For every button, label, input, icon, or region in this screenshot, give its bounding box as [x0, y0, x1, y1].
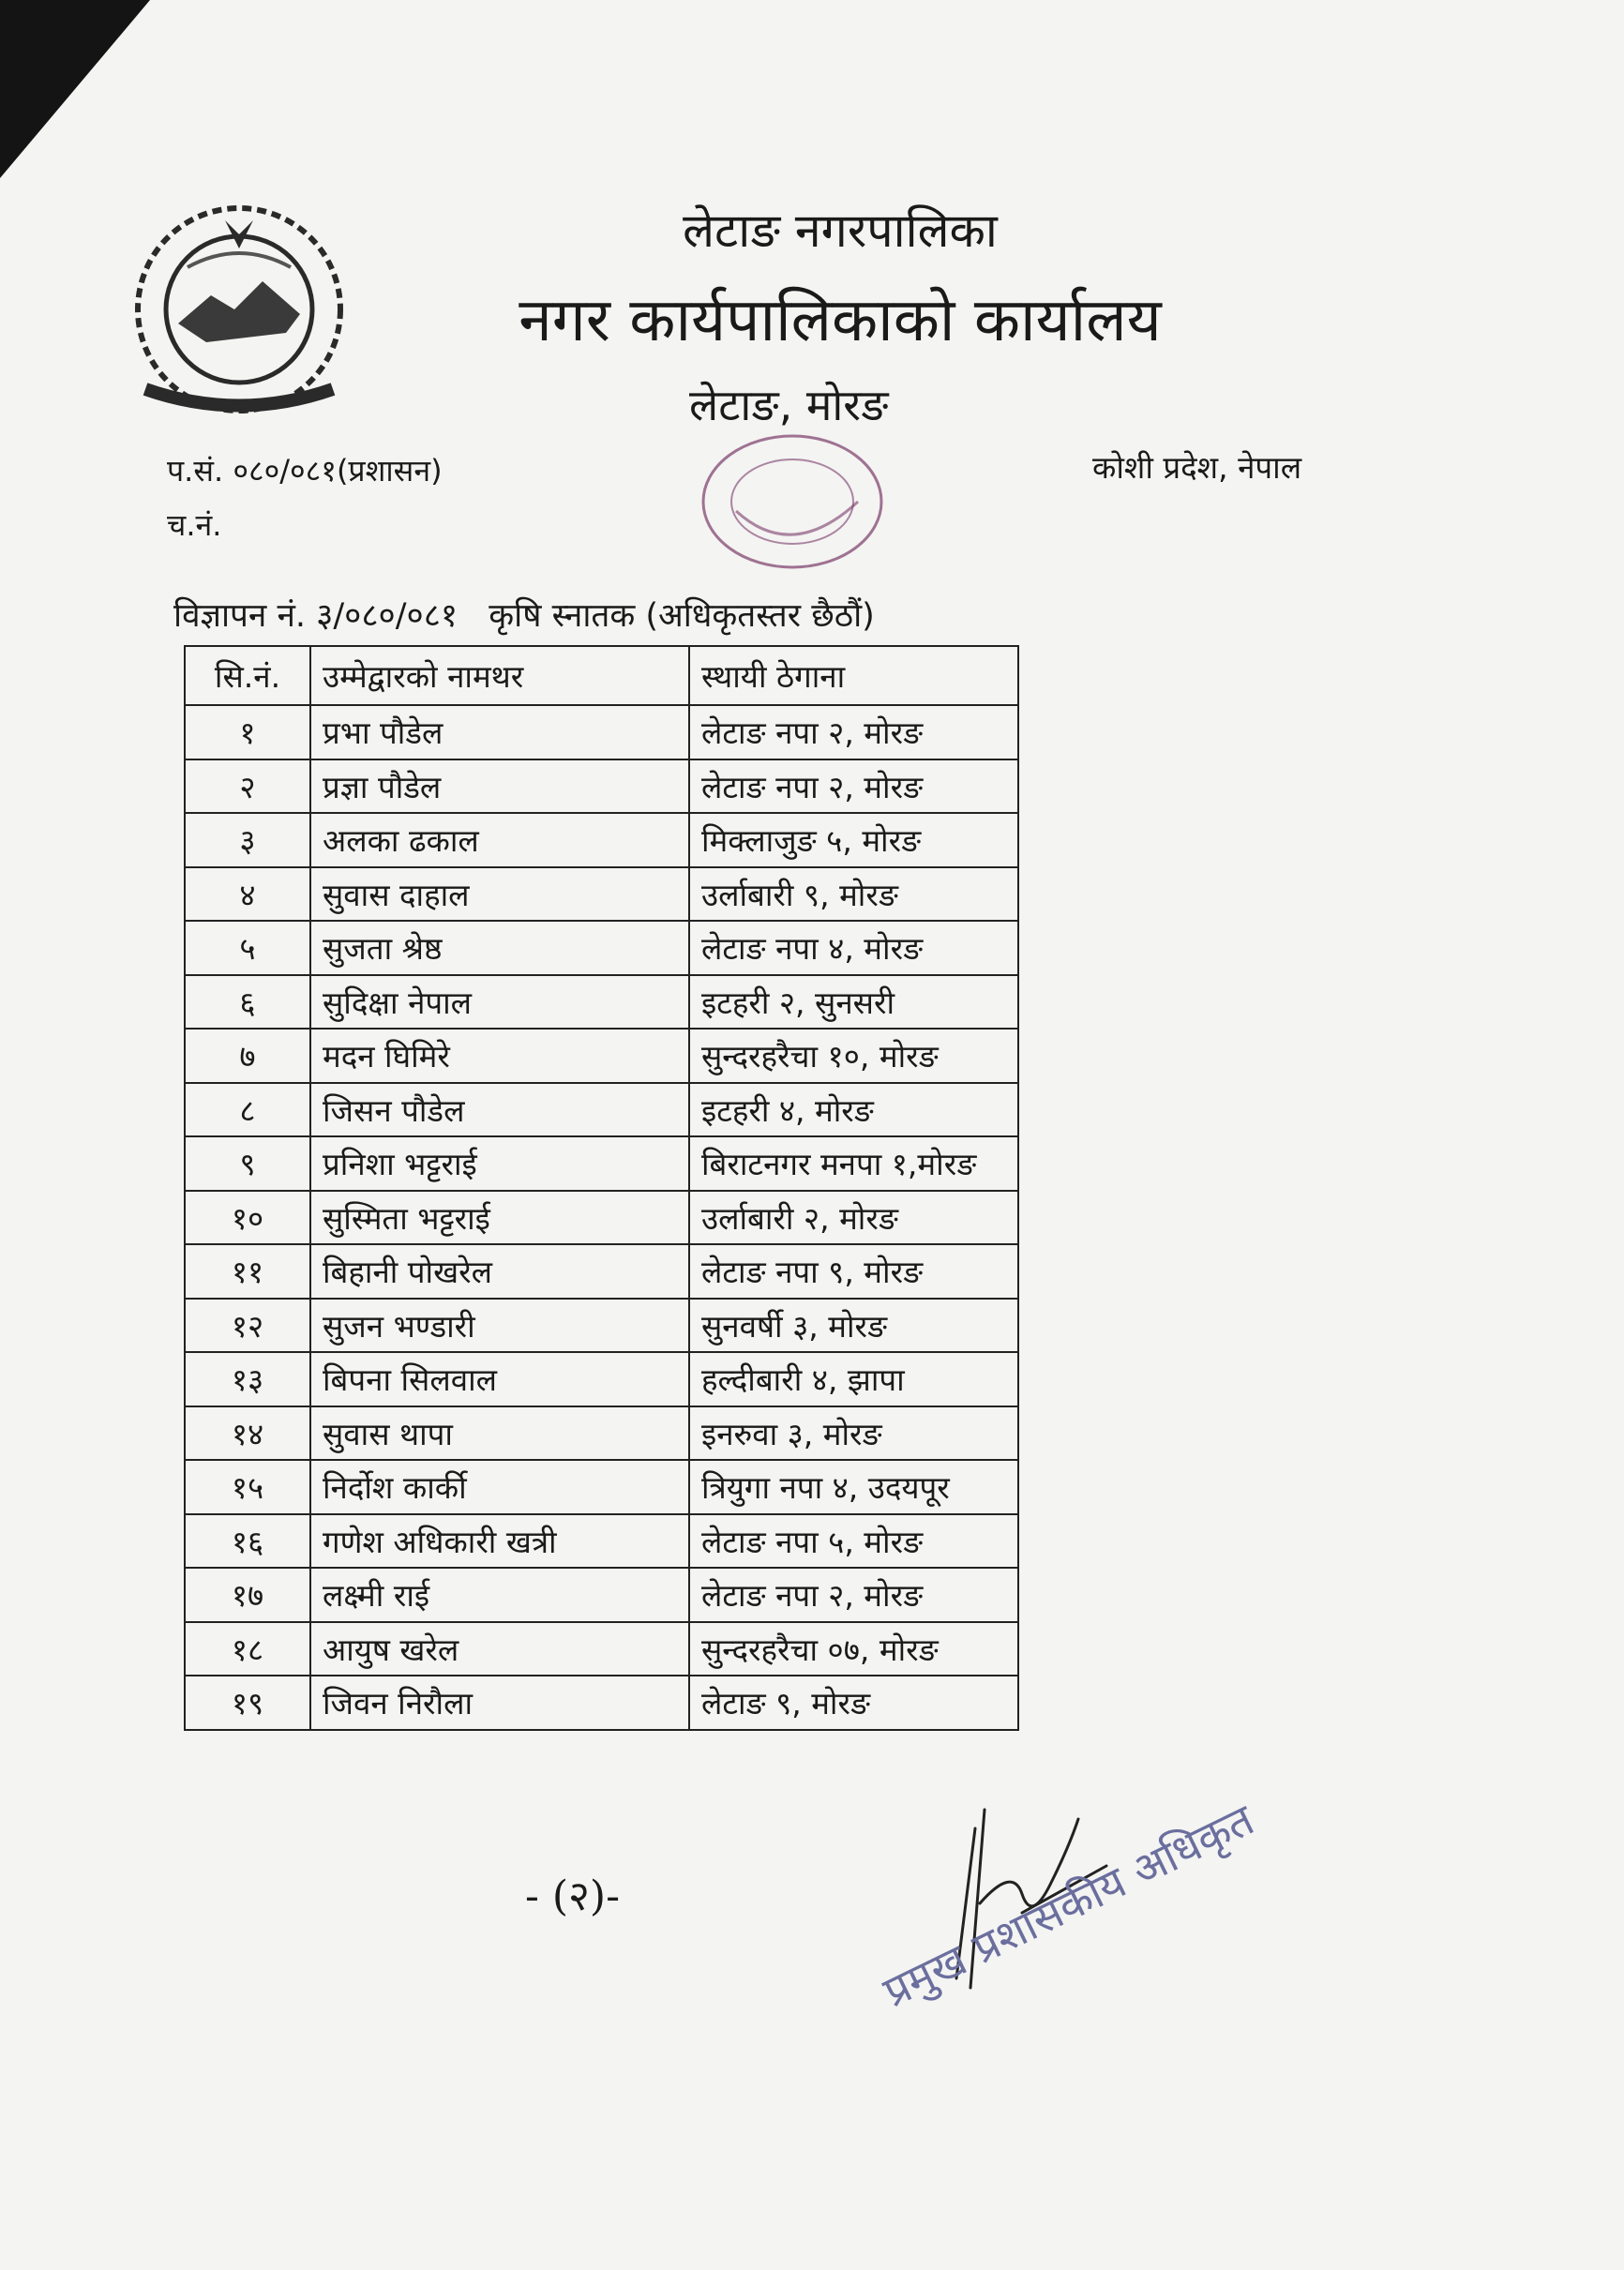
address-cell: मिक्लाजुङ ५, मोरङ — [689, 813, 1018, 867]
name-cell: सुजता श्रेष्ठ — [310, 921, 689, 975]
address-cell: सुन्दरहरैचा ०७, मोरङ — [689, 1622, 1018, 1676]
name-cell: प्रनिशा भट्टराई — [310, 1136, 689, 1191]
table-row — [185, 1622, 1018, 1676]
province-address: कोशी प्रदेश, नेपाल — [1092, 449, 1302, 486]
serial-cell: ६ — [185, 975, 310, 1030]
name-cell: प्रज्ञा पौडेल — [310, 759, 689, 814]
address-cell: हल्दीबारी ४, झापा — [689, 1352, 1018, 1406]
name-cell: प्रभा पौडेल — [310, 705, 689, 759]
table-row — [185, 1514, 1018, 1569]
table-row — [185, 921, 1018, 975]
table-row — [185, 1568, 1018, 1622]
serial-cell: १२ — [185, 1299, 310, 1353]
name-cell: निर्दोश कार्की — [310, 1460, 689, 1514]
table-row — [185, 1352, 1018, 1406]
name-cell: सुजन भण्डारी — [310, 1299, 689, 1353]
address-cell: इनरुवा ३, मोरङ — [689, 1406, 1018, 1461]
table-row — [185, 1029, 1018, 1083]
serial-cell: १० — [185, 1191, 310, 1245]
address-cell: त्रियुगा नपा ४, उदयपूर — [689, 1460, 1018, 1514]
table-row — [185, 1299, 1018, 1353]
position-title: कृषि स्नातक (अधिकृतस्तर छैठौं) — [489, 597, 875, 635]
name-cell: सुदिक्षा नेपाल — [310, 975, 689, 1030]
office-name: नगर कार्यपालिकाको कार्यालय — [519, 286, 1162, 355]
address-cell: लेटाङ नपा २, मोरङ — [689, 759, 1018, 814]
name-cell: लक्ष्मी राई — [310, 1568, 689, 1622]
table-row — [185, 1083, 1018, 1137]
serial-cell: १८ — [185, 1622, 310, 1676]
name-cell: सुवास दाहाल — [310, 867, 689, 922]
table-row — [185, 1136, 1018, 1191]
name-cell: जिसन पौडेल — [310, 1083, 689, 1137]
table-header-row — [185, 646, 1018, 705]
page-number-mark: - (२)- — [525, 1872, 620, 1920]
address-cell: लेटाङ नपा २, मोरङ — [689, 1568, 1018, 1622]
table-row — [185, 759, 1018, 814]
address-cell: सुन्दरहरैचा १०, मोरङ — [689, 1029, 1018, 1083]
serial-cell: ४ — [185, 867, 310, 922]
table-row — [185, 1191, 1018, 1245]
serial-cell: १ — [185, 705, 310, 759]
serial-cell: १६ — [185, 1514, 310, 1569]
candidate-table — [184, 645, 1019, 1731]
table-row — [185, 705, 1018, 759]
address-cell: उर्लाबारी ९, मोरङ — [689, 867, 1018, 922]
header-name: उम्मेद्वारको नामथर — [310, 646, 689, 705]
serial-cell: १७ — [185, 1568, 310, 1622]
dispatch-number: च.नं. — [167, 507, 222, 543]
name-cell: सुवास थापा — [310, 1406, 689, 1461]
header-address: स्थायी ठेगाना — [689, 646, 1018, 705]
address-cell: लेटाङ नपा ४, मोरङ — [689, 921, 1018, 975]
address-cell: इटहरी ४, मोरङ — [689, 1083, 1018, 1137]
chief-administrative-officer-stamp: प्रमुख प्रशासकीय अधिकृत — [875, 1794, 1262, 2018]
serial-cell: २ — [185, 759, 310, 814]
name-cell: बिहानी पोखरेल — [310, 1244, 689, 1299]
name-cell: जिवन निरौला — [310, 1676, 689, 1730]
header-serial: सि.नं. — [185, 646, 310, 705]
office-location: लेटाङ, मोरङ — [689, 380, 889, 430]
address-cell: उर्लाबारी २, मोरङ — [689, 1191, 1018, 1245]
name-cell: बिपना सिलवाल — [310, 1352, 689, 1406]
address-cell: लेटाङ नपा ९, मोरङ — [689, 1244, 1018, 1299]
name-cell: आयुष खरेल — [310, 1622, 689, 1676]
advertisement-line — [173, 593, 895, 637]
serial-cell: ११ — [185, 1244, 310, 1299]
serial-cell: १५ — [185, 1460, 310, 1514]
serial-cell: ७ — [185, 1029, 310, 1083]
address-cell: बिराटनगर मनपा १,मोरङ — [689, 1136, 1018, 1191]
serial-cell: ३ — [185, 813, 310, 867]
address-cell: इटहरी २, सुनसरी — [689, 975, 1018, 1030]
table-row — [185, 813, 1018, 867]
name-cell: सुस्मिता भट्टराई — [310, 1191, 689, 1245]
table-row — [185, 1244, 1018, 1299]
table-row — [185, 1406, 1018, 1461]
reference-number: प.सं. ०८०/०८१(प्रशासन) — [167, 453, 443, 489]
serial-cell: ८ — [185, 1083, 310, 1137]
advertisement-number: विज्ञापन नं. ३/०८०/०८१ — [173, 597, 459, 635]
table-row — [185, 1460, 1018, 1514]
municipality-name: लेटाङ नगरपालिका — [683, 203, 998, 258]
name-cell: मदन घिमिरे — [310, 1029, 689, 1083]
address-cell: सुनवर्षी ३, मोरङ — [689, 1299, 1018, 1353]
serial-cell: १९ — [185, 1676, 310, 1730]
name-cell: गणेश अधिकारी खत्री — [310, 1514, 689, 1569]
table-row — [185, 975, 1018, 1030]
serial-cell: १४ — [185, 1406, 310, 1461]
name-cell: अलका ढकाल — [310, 813, 689, 867]
serial-cell: ५ — [185, 921, 310, 975]
serial-cell: १३ — [185, 1352, 310, 1406]
address-cell: लेटाङ नपा २, मोरङ — [689, 705, 1018, 759]
table-row — [185, 1676, 1018, 1730]
table-row — [185, 867, 1018, 922]
address-cell: लेटाङ नपा ५, मोरङ — [689, 1514, 1018, 1569]
serial-cell: ९ — [185, 1136, 310, 1191]
page-corner-shadow — [0, 0, 150, 178]
address-cell: लेटाङ ९, मोरङ — [689, 1676, 1018, 1730]
